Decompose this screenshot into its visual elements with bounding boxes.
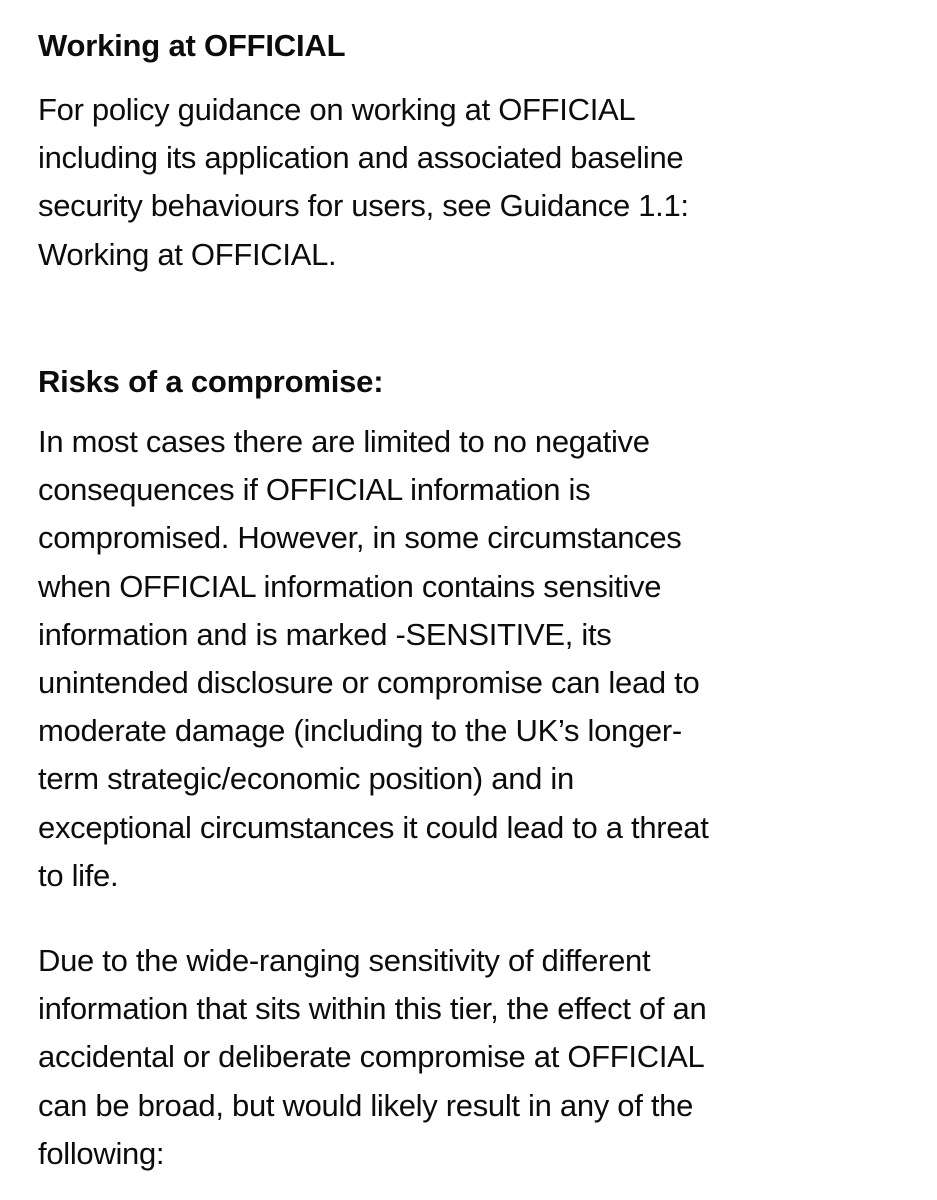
paragraph-line: unintended disclosure or compromise can lead to	[38, 665, 700, 701]
paragraph-risks-broad-effects	[38, 937, 706, 1178]
paragraph-line: including its application and associated baseline	[38, 140, 684, 176]
paragraph-line: when OFFICIAL information contains sensitive	[38, 568, 662, 604]
paragraph-line: In most cases there are limited to no negative	[38, 424, 650, 459]
paragraph-line: to life.	[38, 857, 119, 893]
paragraph-line: security behaviours for users, see Guidance 1.1:	[38, 188, 689, 224]
paragraph-line: can be broad, but would likely result in any of the	[38, 1087, 694, 1123]
paragraph-line: Working at OFFICIAL.	[38, 236, 337, 272]
paragraph-working-guidance	[38, 86, 689, 279]
paragraph-line: For policy guidance on working at OFFICIAL	[38, 92, 636, 127]
heading-working-at-official: Working at OFFICIAL	[38, 28, 346, 63]
paragraph-risks-consequences	[38, 418, 709, 900]
paragraph-line: exceptional circumstances it could lead to a threat	[38, 809, 709, 845]
paragraph-line: following:	[38, 1135, 165, 1171]
paragraph-line: moderate damage (including to the UK’s longer-	[38, 713, 682, 749]
paragraph-line: compromised. However, in some circumstances	[38, 520, 682, 556]
paragraph-line: information and is marked -SENSITIVE, its	[38, 616, 612, 652]
paragraph-line: term strategic/economic position) and in	[38, 761, 574, 797]
paragraph-line: consequences if OFFICIAL information is	[38, 472, 591, 508]
heading-risks-of-compromise: Risks of a compromise:	[38, 364, 384, 399]
paragraph-line: information that sits within this tier, the effect of an	[38, 991, 707, 1027]
paragraph-line: Due to the wide-ranging sensitivity of different	[38, 943, 651, 978]
paragraph-line: accidental or deliberate compromise at OFFICIAL	[38, 1039, 705, 1075]
